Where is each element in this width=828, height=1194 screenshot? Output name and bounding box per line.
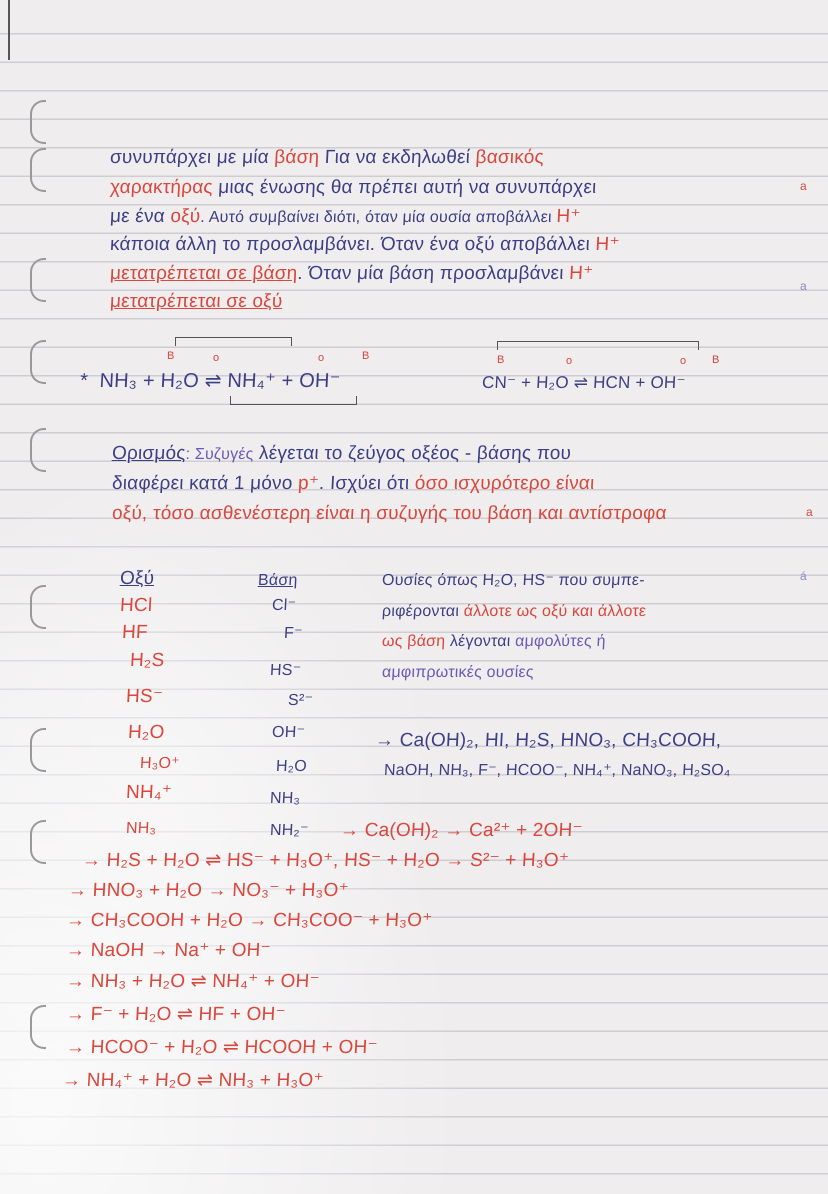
margin-mark: a <box>800 179 807 193</box>
text: οξύ <box>169 206 201 227</box>
base-cell: NH₂⁻ <box>269 822 310 839</box>
acid-cell: NH₄⁺ <box>125 782 173 803</box>
definition-line <box>111 473 595 495</box>
text: μετατρέπεται σε βάση <box>109 263 298 284</box>
acid-cell: H₂O <box>127 722 166 743</box>
text: p⁺ <box>297 473 320 494</box>
base-cell: F⁻ <box>283 625 304 642</box>
intro-line <box>109 263 593 285</box>
base-tag: B <box>362 350 370 362</box>
acid-tag: o <box>566 355 573 367</box>
reaction-line: → CH₃COOH + H₂O → CH₃COO⁻ + H₃O⁺ <box>65 910 433 931</box>
text: H⁺ <box>555 206 582 227</box>
margin-mark: á <box>800 569 807 583</box>
equation-cn: CN⁻ + H₂O ⇌ HCN + OH⁻ <box>481 373 687 392</box>
acid-cell: HCl <box>119 595 153 616</box>
text: μιας ένωσης θα πρέπει αυτή να συνυπάρχει <box>212 177 598 198</box>
definition-line <box>111 503 667 525</box>
equation-row <box>481 373 686 393</box>
reaction-line: → F⁻ + H₂O ⇌ HF + OH⁻ <box>65 1004 287 1025</box>
base-cell: NH₃ <box>269 790 301 807</box>
text: άλλοτε ως οξύ και άλλοτε <box>463 603 647 620</box>
asterisk: * <box>79 370 89 392</box>
definition-label: Ορισμός <box>111 443 187 464</box>
binder-ring <box>30 428 46 472</box>
binder-ring <box>30 148 46 192</box>
intro-line <box>109 177 597 199</box>
pair-bracket <box>175 337 292 346</box>
base-tag: B <box>167 350 175 362</box>
acid-column-header: Οξύ <box>119 568 155 589</box>
acid-cell: H₃O⁺ <box>139 755 181 772</box>
reaction-line: → NH₃ + H₂O ⇌ NH₄⁺ + OH⁻ <box>65 971 321 992</box>
text: ως βάση <box>381 633 446 650</box>
reaction-line: → HNO₃ + H₂O → NO₃⁻ + H₃O⁺ <box>67 880 350 901</box>
binder-ring <box>30 340 46 384</box>
amphoteric-line: αμφιπρωτικές ουσίες <box>381 664 535 681</box>
base-cell: OH⁻ <box>271 724 306 741</box>
text: . Όταν μία βάση προσλαμβάνει <box>296 263 570 284</box>
reaction-line: → H₂S + H₂O ⇌ HS⁻ + H₃O⁺, HS⁻ + H₂O → S²⁻ + H₃O⁺ <box>81 850 570 871</box>
base-cell: HS⁻ <box>269 662 302 679</box>
intro-line <box>109 147 544 169</box>
acid-tag: o <box>680 355 687 367</box>
reaction-line: → NaOH → Na⁺ + OH⁻ <box>65 940 272 961</box>
reaction-line: → Ca(OH)₂ → Ca²⁺ + 2OH⁻ <box>339 820 584 841</box>
binder-ring <box>30 1005 46 1049</box>
text: χαρακτήρας <box>109 177 214 198</box>
acid-cell: NH₃ <box>125 820 157 837</box>
text: . Ισχύει ότι <box>318 473 416 494</box>
substance-list: NaOH, NH₃, F⁻, HCOO⁻, NH₄⁺, NaNO₃, H₂SO₄ <box>383 762 732 779</box>
text: . Αυτό συμβαίνει διότι, όταν μία ουσία αποβάλλει <box>199 209 557 226</box>
text: συνυπάρχει με μία <box>109 147 275 168</box>
acid-tag: o <box>213 352 220 364</box>
text: βασικός <box>475 147 545 168</box>
text: H⁺ <box>594 234 621 255</box>
text: βάση <box>273 147 320 168</box>
margin-line <box>8 0 10 60</box>
text: λέγεται το ζεύγος οξέος - βάσης που <box>253 443 572 464</box>
intro-line <box>109 291 283 313</box>
text: : Συζυγές <box>185 446 255 463</box>
acid-cell: H₂S <box>129 650 165 671</box>
binder-ring <box>30 728 46 772</box>
base-cell: S²⁻ <box>287 692 314 709</box>
acid-tag: o <box>318 352 325 364</box>
text: μετατρέπεται σε οξύ <box>109 291 284 312</box>
binder-ring <box>30 258 46 302</box>
margin-mark: a <box>800 279 807 293</box>
base-cell: Cl⁻ <box>271 597 297 614</box>
substance-list: → Ca(OH)₂, HI, H₂S, HNO₃, CH₃COOH, <box>374 730 722 751</box>
text: αμφολύτες ή <box>514 633 607 650</box>
amphoteric-line <box>382 603 647 621</box>
base-tag: B <box>497 354 505 366</box>
text: με ένα <box>109 206 171 227</box>
binder-ring <box>30 100 46 144</box>
text: H⁺ <box>568 263 594 284</box>
pair-bracket <box>497 341 699 350</box>
acid-cell: HF <box>121 622 149 643</box>
pair-bracket <box>230 396 357 405</box>
equation-row <box>79 370 341 393</box>
acid-cell: HS⁻ <box>125 686 164 707</box>
amphoteric-line <box>382 633 607 651</box>
margin-mark: a <box>806 505 813 519</box>
text: Για να εκδηλωθεί <box>318 147 477 168</box>
amphoteric-line: Ουσίες όπως H₂O, HS⁻ που συμπε- <box>381 572 646 589</box>
text: όσο ισχυρότερο είναι <box>414 473 595 494</box>
text: κάποια άλλη το προσλαμβάνει. Όταν ένα οξύ αποβάλλει <box>109 234 597 255</box>
text: λέγονται <box>444 633 516 650</box>
base-column-header: Βάση <box>257 572 298 589</box>
equation-nh3: NH₃ + H₂O ⇌ NH₄⁺ + OH⁻ <box>98 370 341 392</box>
intro-line <box>109 206 581 228</box>
text: ριφέρονται <box>381 603 465 620</box>
definition-line <box>111 443 571 465</box>
intro-line <box>109 234 620 256</box>
base-cell: H₂O <box>275 758 308 775</box>
reaction-line: → HCOO⁻ + H₂O ⇌ HCOOH + OH⁻ <box>65 1037 379 1058</box>
binder-ring <box>30 820 46 864</box>
base-tag: B <box>712 354 720 366</box>
reaction-line: → NH₄⁺ + H₂O ⇌ NH₃ + H₃O⁺ <box>61 1070 325 1091</box>
text: διαφέρει κατά 1 μόνο <box>111 473 299 494</box>
binder-ring <box>30 585 46 629</box>
text: οξύ, τόσο ασθενέστερη είναι η συζυγής του βάση και αντίστροφα <box>111 503 668 524</box>
